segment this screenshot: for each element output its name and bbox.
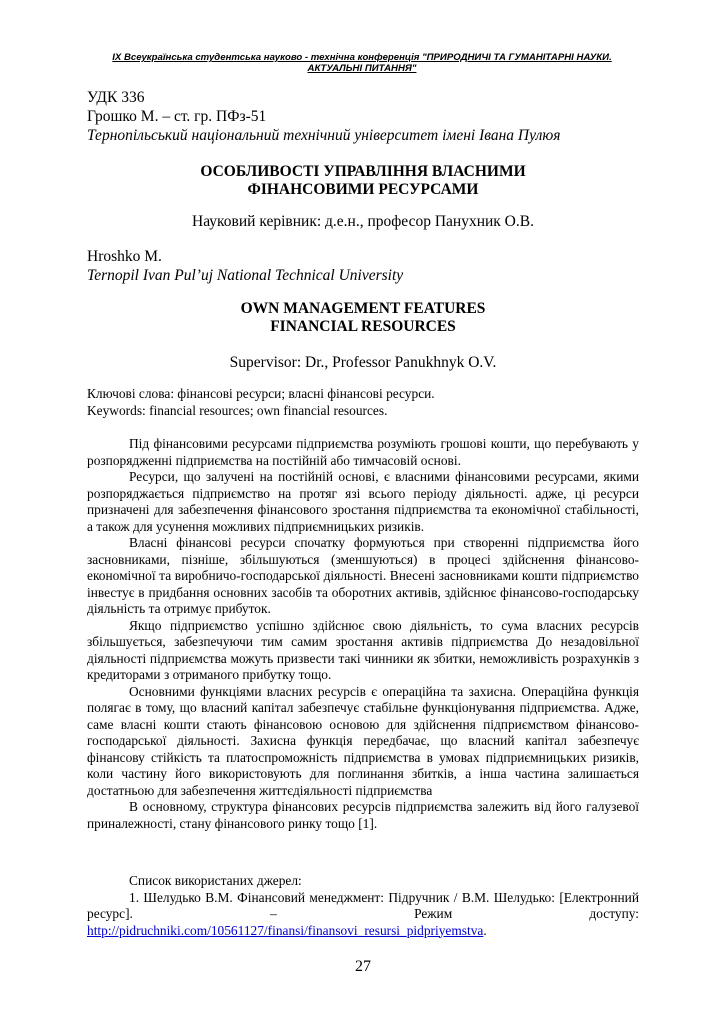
en-title-line2: FINANCIAL RESOURCES xyxy=(270,318,456,335)
body-text xyxy=(87,436,639,832)
body-paragraph-4: Якщо підприємство успішно здійснює свою діяльність, то сума власних ресурсів збільшується, забезпечуючи тим самим зростання активів підприємства До незадовільної діяльності підприємства можуть призвести такі чинники як збитки, неможливість розрахунків з кредиторами з отриманого прибутку тощо. xyxy=(87,617,639,682)
udc-code: УДК 336 xyxy=(87,89,145,106)
en-author-block xyxy=(87,247,639,285)
ua-author: Грошко М. – ст. гр. ПФз-51 xyxy=(87,108,267,125)
ua-affiliation: Тернопільський національний технічний університет імені Івана Пулюя xyxy=(87,127,561,144)
page-number: 27 xyxy=(355,958,371,975)
keywords-block xyxy=(87,386,639,419)
en-supervisor: Supervisor: Dr., Professor Panukhnyk O.V. xyxy=(229,354,497,371)
keywords-en: Keywords: financial resources; own financial resources. xyxy=(87,402,388,418)
references-heading: Список використаних джерел: xyxy=(129,873,302,888)
conference-header-line2: АКТУАЛЬНІ ПИТАННЯ" xyxy=(307,63,417,74)
reference-1-end: . xyxy=(483,922,487,938)
body-paragraph-3: Власні фінансові ресурси спочатку формуються при створенні підприємства його засновниками, пізніше, збільшуються (зменшуються) в процесі здійснення фінансово-економічної та виробничо-господарської діяльності. Внесені засновниками кошти підприємство інвестує в придбання основних засобів та оборотних активів, здійснює фінансово-господарську діяльність та отримує прибуток. xyxy=(87,535,639,616)
en-title xyxy=(87,300,639,336)
ua-title xyxy=(87,163,639,199)
body-paragraph-5: Основними функціями власних ресурсів є операційна та захисна. Операційна функція полягає в тому, що власний капітал забезпечує стабільне функціонування підприємства. Адже, саме власні кошти стають фінансовою основою для здійснення підприємством фінансово-господарської діяльності. Захисна функція передбачає, що власний капітал забезпечує фінансову стійкість та платоспроможність підприємства в умовах підприємницьких ризиків, коли частину його використовують для поглинання збитків, а інша частина залишається достатньою для забезпечення життєдіяльності підприємства xyxy=(87,683,639,798)
ua-supervisor: Науковий керівник: д.е.н., професор Панухник О.В. xyxy=(192,213,534,230)
en-title-line1: OWN MANAGEMENT FEATURES xyxy=(240,300,486,317)
ua-title-line1: ОСОБЛИВОСТІ УПРАВЛІННЯ ВЛАСНИМИ xyxy=(200,163,526,180)
reference-item-1 xyxy=(87,890,639,940)
en-affiliation: Ternopil Ivan Pul’uj National Technical University xyxy=(87,267,404,284)
conference-header xyxy=(95,52,629,74)
reference-1-link[interactable]: http://pidruchniki.com/10561127/finansi/finansovi_resursi_pidpriyemstva xyxy=(87,922,484,938)
body-paragraph-1: Під фінансовими ресурсами підприємства розуміють грошові кошти, що перебувають у розпорядженні підприємства на постійній або тимчасовій основі. xyxy=(87,436,639,468)
keywords-ua: Ключові слова: фінансові ресурси; власні фінансові ресурси. xyxy=(87,386,435,401)
references xyxy=(87,873,639,939)
body-paragraph-2: Ресурси, що залучені на постійній основі, є власними фінансовими ресурсами, якими розпоряджається підприємство на протяг язі всього періоду діяльності. адже, ці ресурси призначені для забезпечення фінансового зростання підприємства та економічної стабільності, а також для усунення можливих підприємницьких ризиків. xyxy=(87,469,639,534)
conference-header-line1: IX Всеукраїнська студентська науково - технічна конференція "ПРИРОДНИЧІ ТА ГУМАНІТАРНІ НАУКИ. xyxy=(112,52,612,63)
en-author: Hroshko M. xyxy=(87,248,162,265)
reference-1-text: 1. Шелудько В.М. Фінансовий менеджмент: Підручник / В.М. Шелудько: [Електронний ресурс]. – Режим доступу: xyxy=(87,889,639,921)
ua-title-line2: ФІНАНСОВИМИ РЕСУРСАМИ xyxy=(247,181,479,198)
ua-author-block xyxy=(87,88,639,145)
body-paragraph-6: В основному, структура фінансових ресурсів підприємства залежить від його галузевої приналежності, стану фінансового ринку тощо [1]. xyxy=(87,799,639,831)
